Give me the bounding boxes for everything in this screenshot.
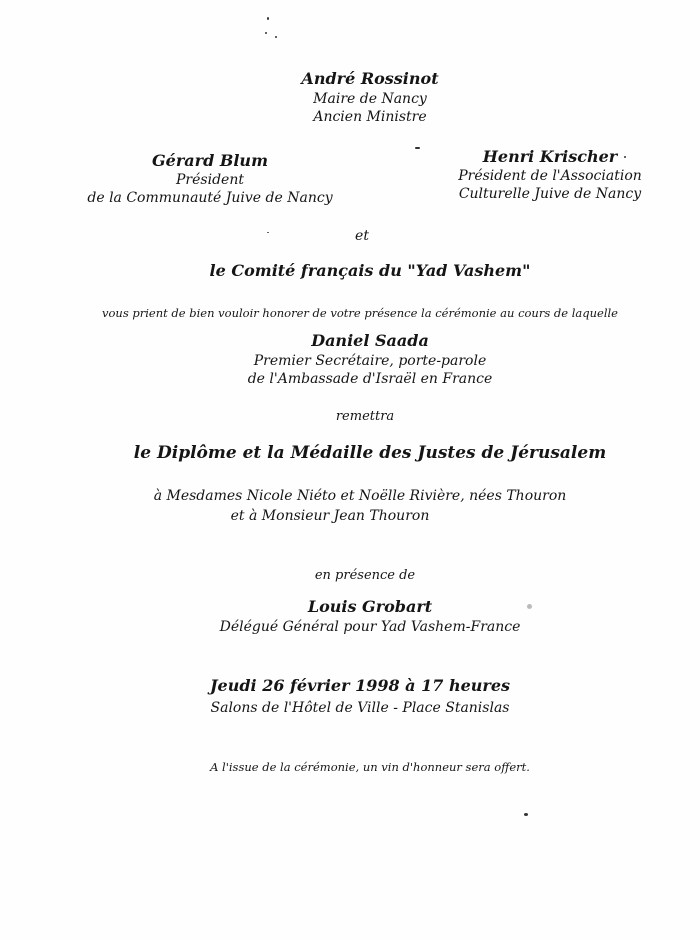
award-title: le Diplôme et la Médaille des Justes de Jérusalem [133, 443, 607, 463]
guest-title: Délégué Général pour Yad Vashem-France [219, 619, 521, 635]
scan-speck [267, 17, 269, 20]
host-title-2: Ancien Ministre [313, 109, 427, 125]
conjunction: et [355, 228, 369, 244]
presenter-title-2: de l'Ambassade d'Israël en France [247, 371, 493, 387]
scan-speck [275, 36, 277, 38]
recipients-line-2: et à Monsieur Jean Thouron [230, 508, 430, 524]
verb: remettra [335, 409, 395, 424]
left-host-title-2: de la Communauté Juive de Nancy [87, 190, 333, 206]
scan-speck [524, 813, 528, 816]
scan-speck [527, 604, 532, 609]
scan-speck [265, 32, 267, 34]
host-name: André Rossinot [301, 69, 439, 88]
right-host-name: Henri Krischer [482, 147, 618, 166]
recipients-line-1: à Mesdames Nicole Niéto et Noëlle Rivière, nées Thouron [153, 488, 567, 504]
presenter-name: Daniel Saada [311, 331, 429, 350]
right-host-title-1: Président de l'Association [458, 168, 642, 184]
event-date-time: Jeudi 26 février 1998 à 17 heures [209, 676, 511, 695]
left-host-title-1: Président [176, 172, 244, 188]
event-place: Salons de l'Hôtel de Ville - Place Stanislas [210, 700, 510, 716]
guest-name: Louis Grobart [307, 597, 433, 616]
presence-intro: en présence de [314, 568, 416, 583]
left-host-name: Gérard Blum [152, 151, 268, 170]
scan-speck [267, 232, 269, 233]
host-title-1: Maire de Nancy [313, 91, 427, 107]
footer-note: A l'issue de la cérémonie, un vin d'honneur sera offert. [210, 760, 530, 774]
right-host-title-2: Culturelle Juive de Nancy [458, 186, 642, 202]
invitation-line: vous prient de bien vouloir honorer de votre présence la cérémonie au cours de laquelle [102, 306, 618, 320]
committee-name: le Comité français du "Yad Vashem" [209, 261, 531, 280]
presenter-title-1: Premier Secrétaire, porte-parole [253, 353, 487, 369]
